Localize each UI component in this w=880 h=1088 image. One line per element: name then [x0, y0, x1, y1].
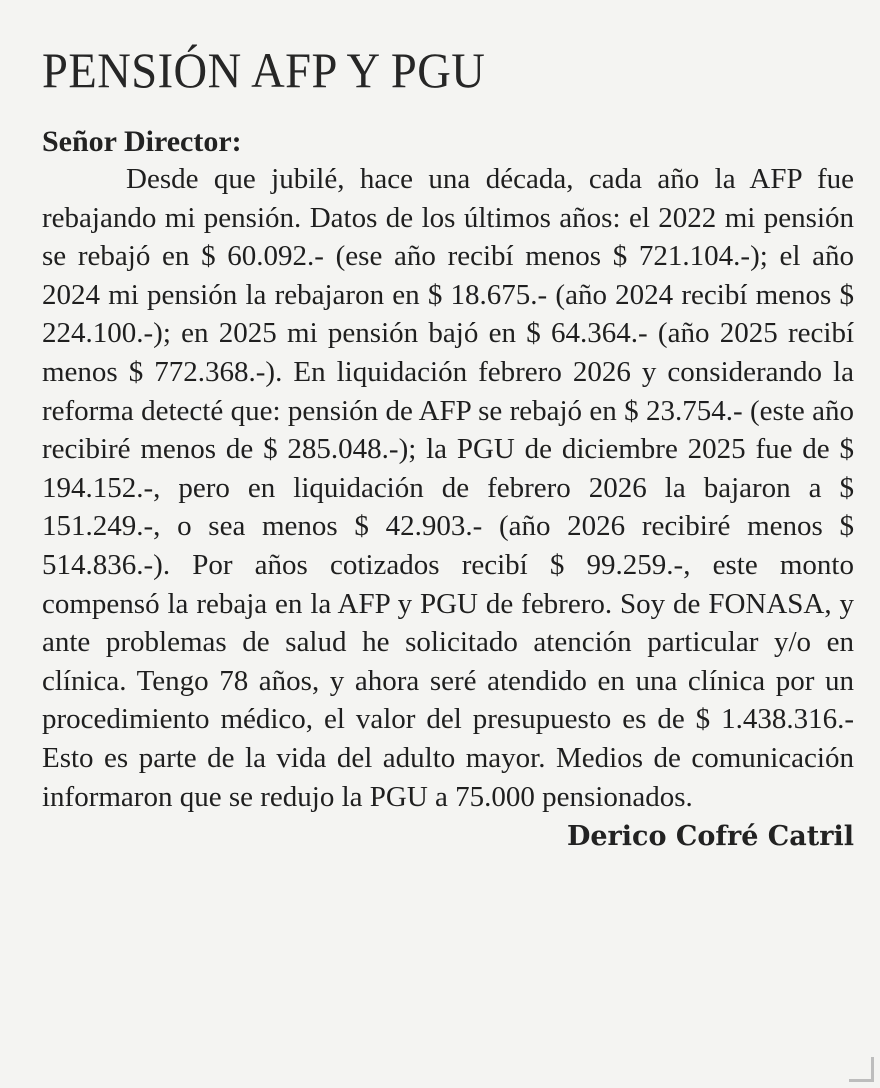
corner-mark [849, 1057, 874, 1082]
headline: PENSIÓN AFP Y PGU [42, 42, 486, 98]
letter-body: Desde que jubilé, hace una década, cada año la AFP fue rebajando mi pensión. Datos de los últimos años: el 2022 mi pensión se rebajó en $ 60.092.- (ese año recibí menos $ 721.104.-); el año 2024 mi pensión la rebajaron en $ 18.675.- (año 2024 recibí menos $ 224.100.-); en 2025 mi pensión bajó en $ 64.364.- (año 2025 recibí menos $ 772.368.-). En liquidación febrero 2026 y considerando la reforma detecté que: pensión de AFP se rebajó en $ 23.754.- (este año recibiré menos de $ 285.048.-); la PGU de diciembre 2025 fue de $ 194.152.-, pero en liquidación de febrero 2026 la bajaron a $ 151.249.-, o sea menos $ 42.903.- (año 2026 recibiré menos $ 514.836.-). Por años cotizados recibí $ 99.259.-, este monto compensó la rebaja en la AFP y PGU de febrero. Soy de FONASA, y ante problemas de salud he solicitado atención particular y/o en clínica. Tengo 78 años, y ahora seré atendido en una clínica por un procedimiento médico, el valor del presupuesto es de $ 1.438.316.- Esto es parte de la vida del adulto mayor. Medios de comunicación informaron que se redujo la PGU a 75.000 pensionados. [42, 163, 854, 813]
signature: Derico Cofré Catril [566, 821, 854, 853]
salutation: Señor Director: [42, 125, 242, 158]
letter-to-editor [42, 26, 854, 1066]
